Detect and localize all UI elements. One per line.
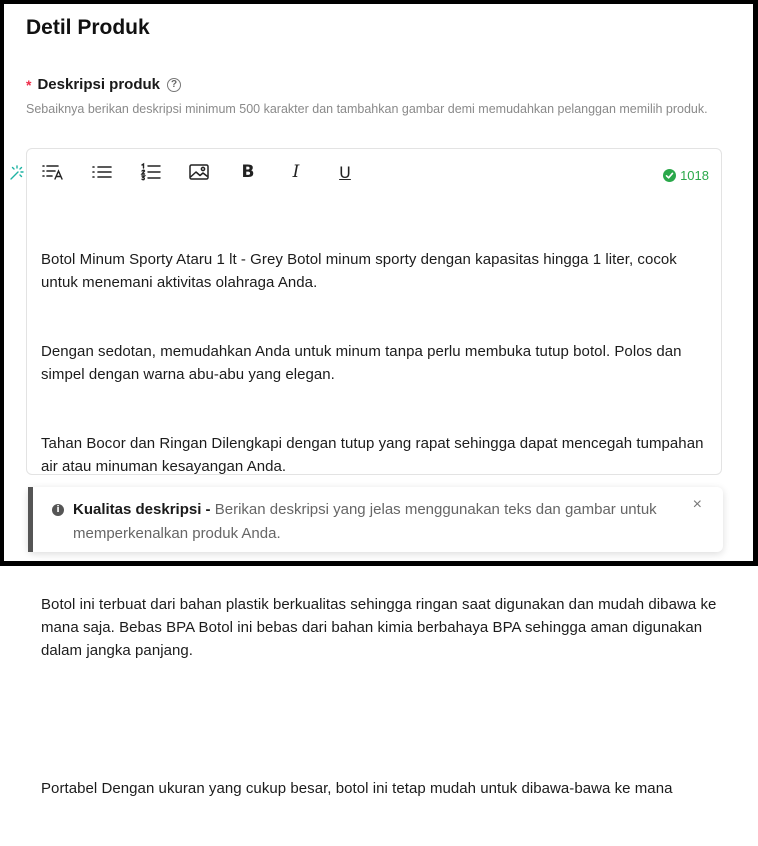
description-paragraph: Botol Minum Sporty Ataru 1 lt - Grey Botol minum sporty dengan kapasitas hingga 1 liter, cocok untuk menemani aktivitas olahraga Anda.	[41, 251, 682, 291]
character-count-value: 1018	[680, 168, 709, 183]
close-icon[interactable]: ×	[692, 496, 702, 513]
notice-accent-bar	[28, 487, 33, 552]
bullet-list-icon[interactable]	[90, 161, 114, 183]
underline-icon[interactable]: U	[339, 162, 351, 182]
description-label-row	[26, 76, 181, 93]
description-label: Deskripsi produk	[37, 76, 160, 93]
description-paragraph: Portabel Dengan ukuran yang cukup besar, botol ini tetap mudah untuk dibawa-bawa ke mana	[41, 780, 673, 797]
description-paragraph: Botol ini terbuat dari bahan plastik berkualitas sehingga ringan saat digunakan dan mudah dibawa ke mana saja. Bebas BPA Botol ini bebas dari bahan kimia berbahaya BPA sehingga aman digunakan dalam jangka panjang.	[41, 596, 721, 659]
insert-image-icon[interactable]	[187, 161, 211, 183]
description-paragraph: Tahan Bocor dan Ringan Dilengkapi dengan tutup yang rapat sehingga dapat mencegah tumpahan air atau minuman kesayangan Anda.	[41, 435, 708, 475]
text-style-icon[interactable]	[41, 161, 65, 183]
description-hint: Sebaiknya berikan deskripsi minimum 500 karakter dan tambahkan gambar demi memudahkan pelanggan memilih produk.	[26, 102, 708, 116]
notice-message: Berikan deskripsi yang jelas menggunakan teks dan gambar untuk memperkenalkan produk Anda.	[73, 501, 657, 542]
editor-toolbar	[27, 149, 721, 193]
italic-icon[interactable]: I	[292, 162, 300, 182]
description-quality-notice	[28, 487, 723, 552]
help-icon[interactable]: ?	[167, 78, 181, 92]
numbered-list-icon[interactable]	[139, 161, 163, 183]
ai-assist-icon[interactable]	[8, 165, 24, 181]
description-paragraph: Dengan sedotan, memudahkan Anda untuk minum tanpa perlu membuka tutup botol. Polos dan simpel dengan warna abu-abu yang elegan.	[41, 343, 686, 383]
character-count	[663, 168, 709, 183]
description-blank-line	[41, 708, 717, 731]
notice-title: Kualitas deskripsi -	[73, 501, 211, 518]
check-circle-icon	[663, 169, 676, 182]
notice-text	[73, 498, 693, 546]
section-title: Detil Produk	[26, 16, 150, 39]
bold-icon[interactable]: B	[241, 162, 255, 182]
required-marker: *	[26, 76, 32, 93]
info-icon: i	[52, 504, 64, 516]
